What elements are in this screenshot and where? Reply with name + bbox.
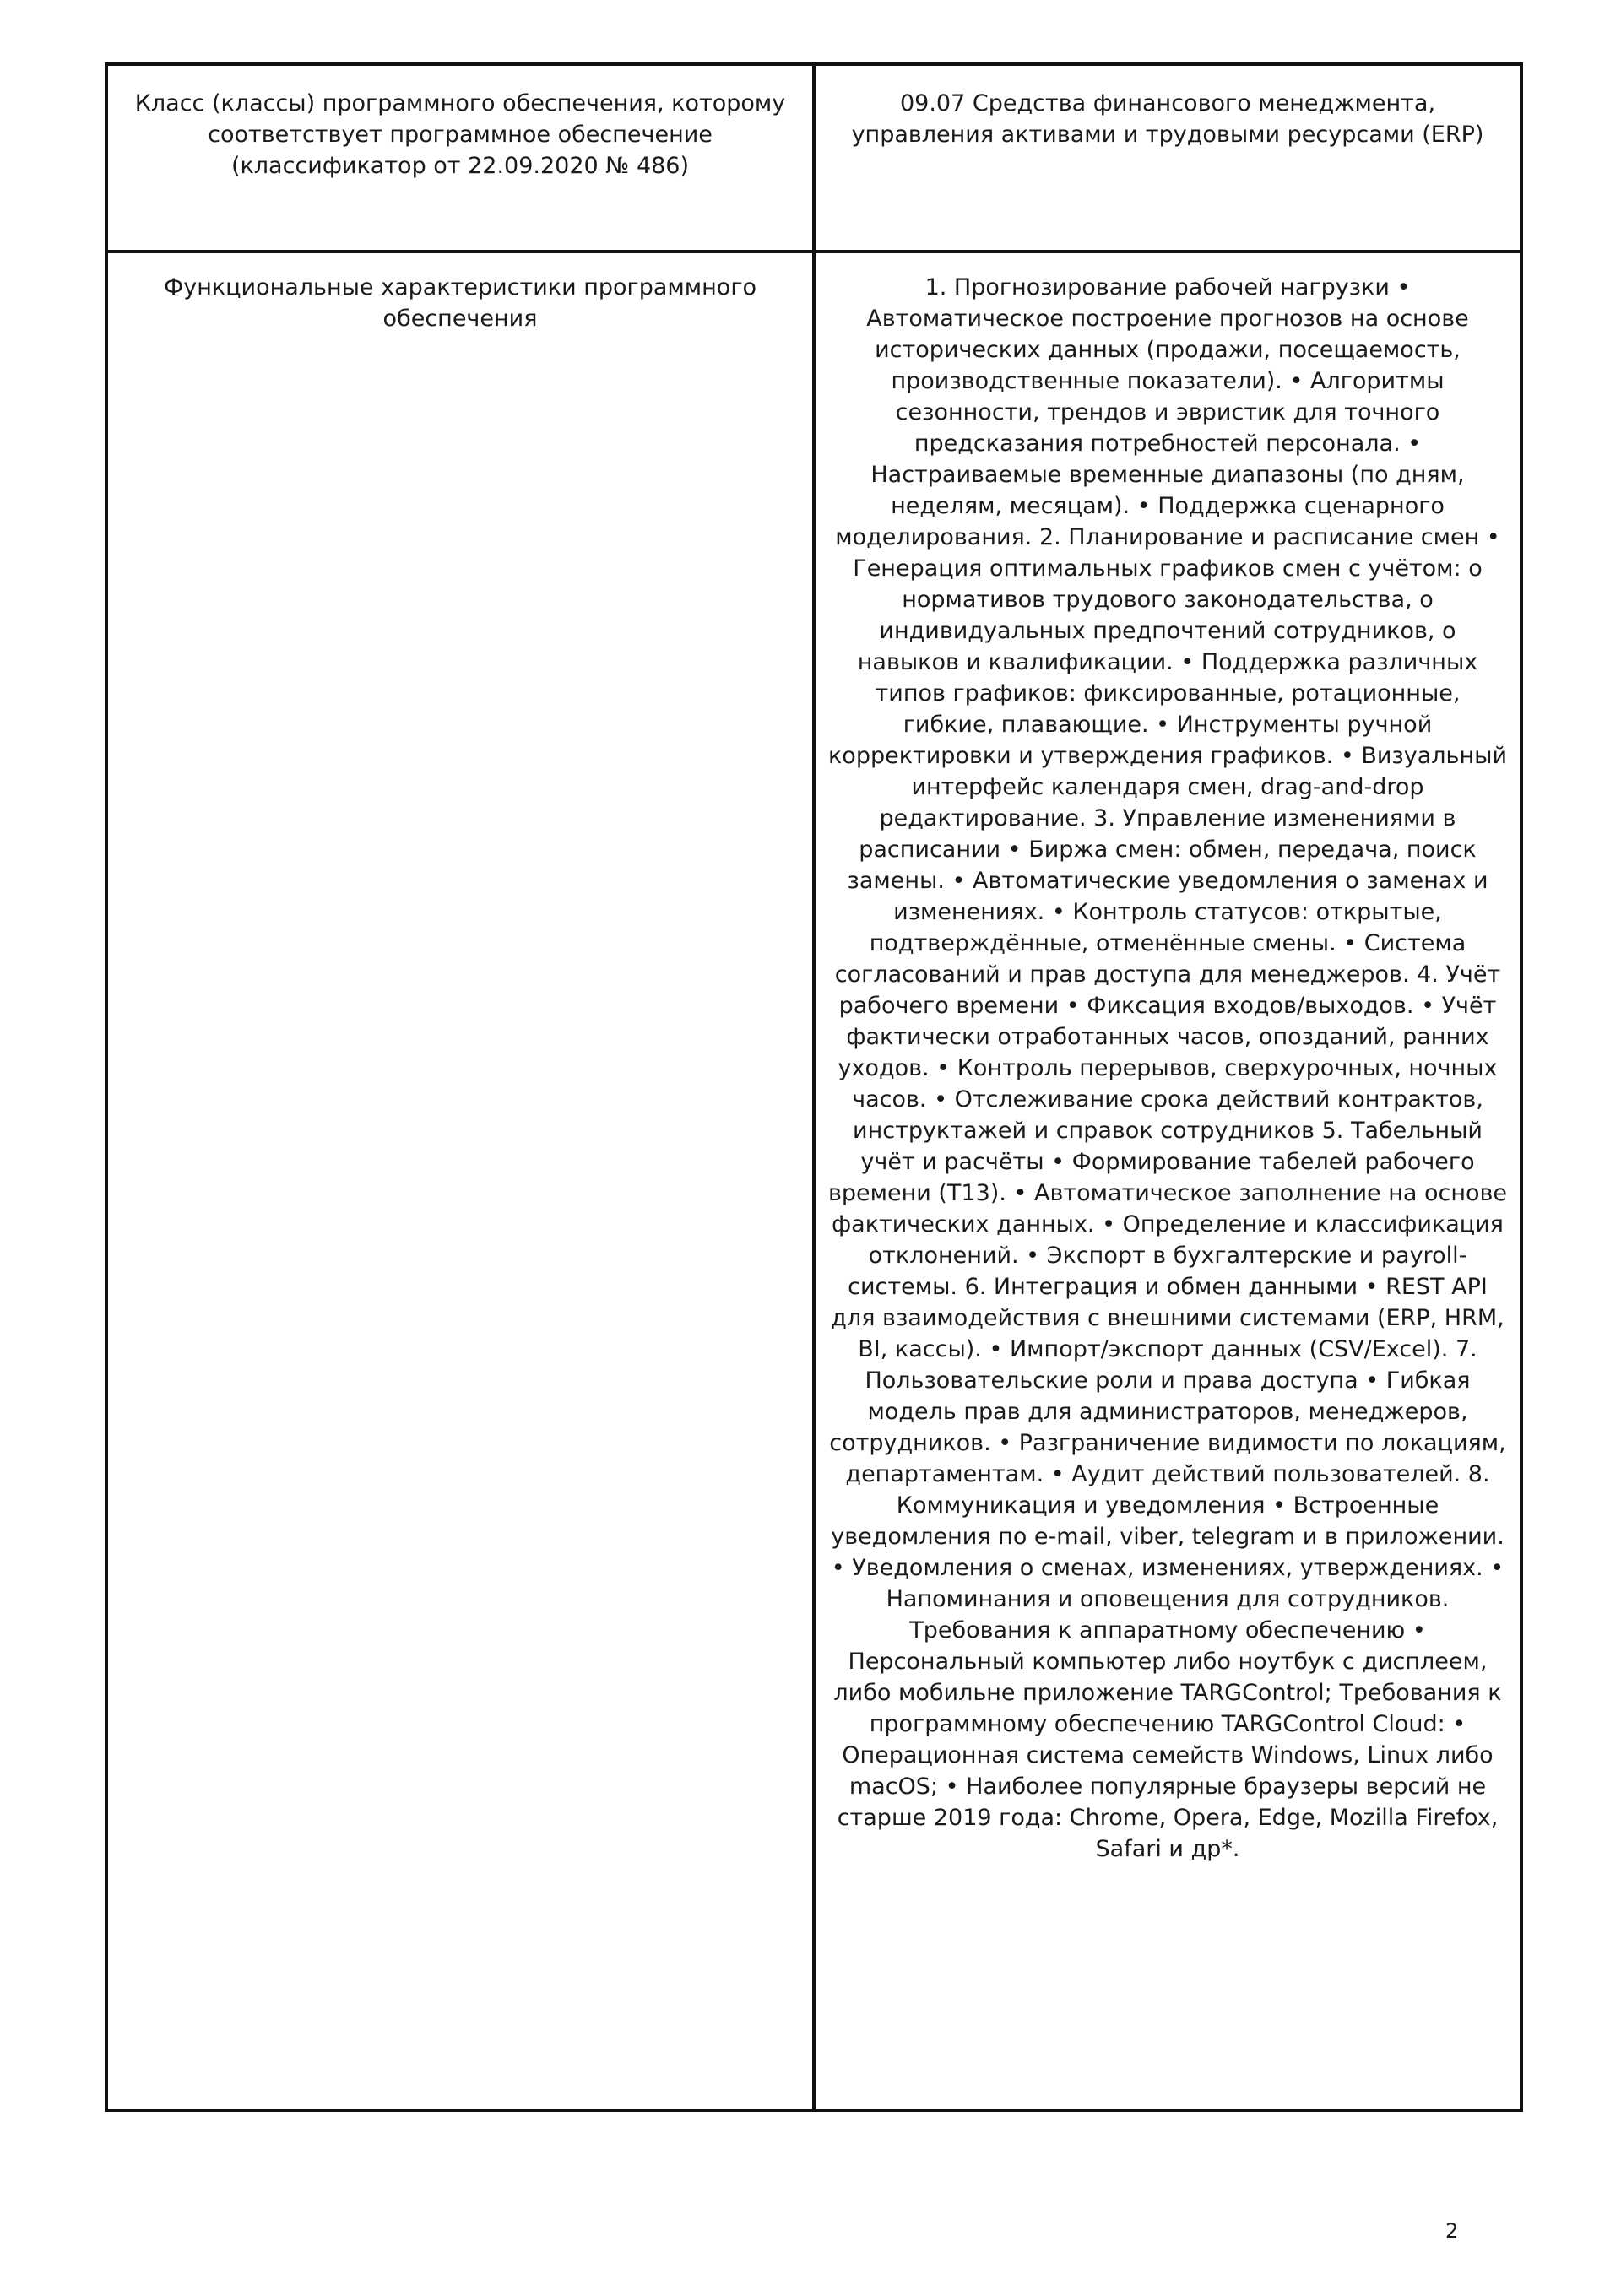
- software-class-label: Класс (классы) программного обеспечения, которому соответствует программное обеспечение (классификатор от 22.09.2020 № 486): [134, 90, 786, 179]
- functional-characteristics-label: Функциональные характеристики программного обеспечения: [163, 274, 757, 332]
- software-class-value-cell: [814, 64, 1521, 252]
- software-class-value: 09.07 Средства финансового менеджмента, управления активами и трудовыми ресурсами (ERP): [851, 90, 1484, 148]
- page-number: 2: [1445, 2219, 1459, 2243]
- functional-characteristics-label-cell: [106, 252, 814, 2110]
- functional-characteristics-value: 1. Прогнозирование рабочей нагрузки • Автоматическое построение прогнозов на основе исторических данных (продажи, посещаемость, производственные показатели). • Алгоритмы сезонности, трендов и эвристик для точного предсказания потребностей персонала. • Настраиваемые временные диапазоны (по дням, неделям, месяцам). • Поддержка сценарного моделирования. 2. Планирование и расписание смен • Генерация оптимальных графиков смен с учётом: о нормативов трудового законодательства, о индивидуальных предпочтений сотрудников, о навыков и квалификации. • Поддержка различных типов графиков: фиксированные, ротационные, гибкие, плавающие. • Инструменты ручной корректировки и утверждения графиков. • Визуальный интерфейс календаря смен, drag-and-drop редактирование. 3. Управление изменениями в расписании • Биржа смен: обмен, передача, поиск замены. • Автоматические уведомления о заменах и изменениях. • Контроль статусов: открытые, подтверждённые, отменённые смены. • Система согласований и прав доступа для менеджеров. 4. Учёт рабочего времени • Фиксация входов/выходов. • Учёт фактически отработанных часов, опозданий, ранних уходов. • Контроль перерывов, сверхурочных, ночных часов. • Отслеживание срока действий контрактов, инструктажей и справок сотрудников 5. Табельный учёт и расчёты • Формирование табелей рабочего времени (Т13). • Автоматическое заполнение на основе фактических данных. • Определение и классификация отклонений. • Экспорт в бухгалтерские и payroll-системы. 6. Интеграция и обмен данными • REST API для взаимодействия с внешними системами (ERP, HRM, BI, кассы). • Импорт/экспорт данных (CSV/Excel). 7. Пользовательские роли и права доступа • Гибкая модель прав для администраторов, менеджеров, сотрудников. • Разграничение видимости по локациям, департаментам. • Аудит действий пользователей. 8. Коммуникация и уведомления • Встроенные уведомления по e-mail, viber, telegram и в приложении. • Уведомления о сменах, изменениях, утверждениях. • Напоминания и оповещения для сотрудников. Требования к аппаратному обеспечению • Персональный компьютер либо ноутбук с дисплеем, либо мобильне приложение TARGControl; Требования к программному обеспечению TARGControl Cloud: • Операционная система семейств Windows, Linux либо macOS; • Наиболее популярные браузеры версий не старше 2019 года: Chrome, Opera, Edge, Mozilla Firefox, Safari и др*.: [827, 274, 1508, 1862]
- software-info-table: [105, 62, 1523, 2112]
- software-class-label-cell: [106, 64, 814, 252]
- table-row: [106, 64, 1521, 252]
- functional-characteristics-value-cell: [814, 252, 1521, 2110]
- table-row: [106, 252, 1521, 2110]
